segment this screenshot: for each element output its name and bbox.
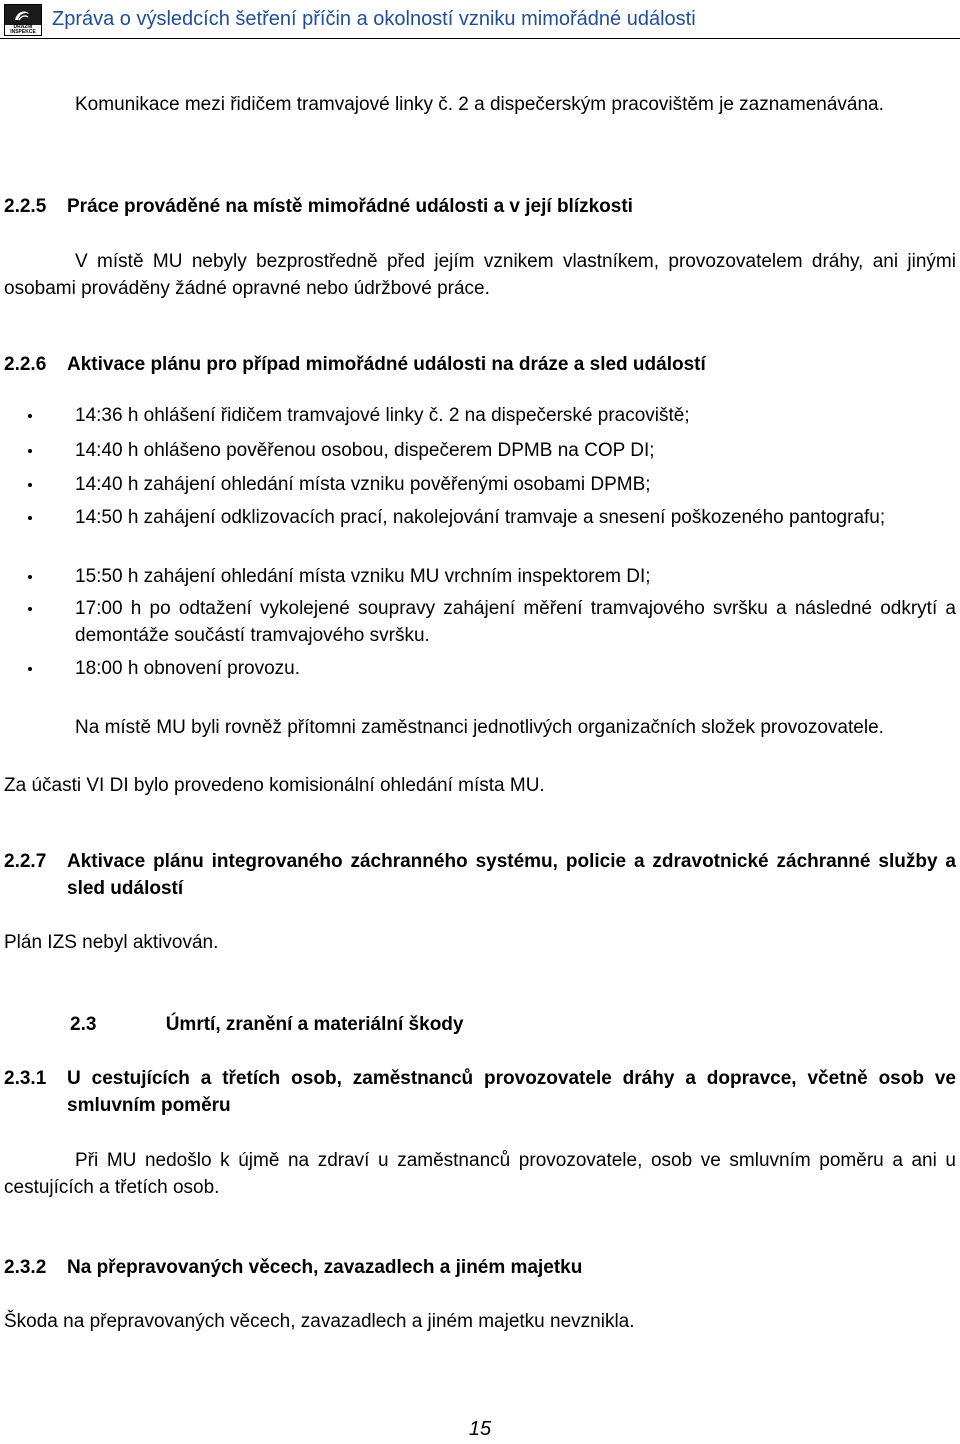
event-text: 15:50 h zahájení ohledání místa vzniku MU vrchním inspektorem DI; [75, 566, 651, 587]
paragraph-communication: Komunikace mezi řidičem tramvajové linky č. 2 a dispečerským pracovištěm je zaznamenávána. [75, 94, 884, 115]
section-2-2-5-heading [4, 193, 956, 220]
logo-swirl-icon [13, 8, 31, 22]
section-title: Na přepravovaných věcech, zavazadlech a jiném majetku [67, 1257, 583, 1278]
event-list-item [4, 437, 956, 464]
section-title: Aktivace plánu pro případ mimořádné události na dráze a sled událostí [67, 354, 706, 375]
paragraph-inspection: Za účasti VI DI bylo provedeno komisionální ohledání místa MU. [4, 775, 545, 796]
section-number: 2.2.7 [4, 851, 47, 872]
section-2-2-7-heading [4, 848, 956, 902]
paragraph-staff: Na místě MU byli rovněž přítomni zaměstnanci jednotlivých organizačních složek provozovatele. [75, 717, 884, 738]
document-title: Zpráva o výsledcích šetření příčin a okolností vzniku mimořádné události [52, 8, 696, 30]
bullet-icon [28, 449, 32, 453]
event-list-item [4, 655, 956, 682]
paragraph-injury: Při MU nedošlo k újmě na zdraví u zaměstnanců provozovatele, osob ve smluvním poměru a ani u cestujících a třetích osob. [4, 1150, 956, 1198]
section-number: 2.3 [70, 1014, 97, 1035]
drazni-inspekce-logo [4, 4, 42, 36]
page-number: 15 [468, 1418, 492, 1440]
section-number: 2.3.2 [4, 1257, 47, 1278]
event-text: 14:40 h zahájení ohledání místa vzniku pověřenými osobami DPMB; [75, 474, 651, 495]
bullet-icon [28, 667, 32, 671]
page-header [0, 0, 960, 42]
bullet-icon [28, 607, 32, 611]
section-2-3-heading [70, 1011, 950, 1038]
section-number: 2.3.1 [4, 1068, 47, 1089]
section-2-2-6-heading [4, 351, 956, 378]
header-divider [0, 38, 960, 39]
event-text: 14:40 h ohlášeno pověřenou osobou, dispečerem DPMB na COP DI; [75, 440, 655, 461]
paragraph-izs: Plán IZS nebyl aktivován. [4, 932, 219, 953]
logo-emblem [5, 5, 41, 25]
section-title: Práce prováděné na místě mimořádné události a v její blízkosti [67, 196, 633, 217]
section-title: Úmrtí, zranění a materiální škody [165, 1014, 464, 1035]
event-text: 14:50 h zahájení odklizovacích prací, nakolejování tramvaje a snesení poškozeného pantografu; [75, 507, 886, 528]
section-number: 2.2.6 [4, 354, 47, 375]
logo-text: DRÁŽNÍ INSPEKCE [10, 24, 36, 35]
bullet-icon [28, 516, 32, 520]
event-list-item [4, 402, 956, 429]
section-2-3-1-heading [4, 1065, 956, 1119]
section-title: Aktivace plánu integrovaného záchranného systému, policie a zdravotnické záchranné služby a sled událostí [67, 851, 956, 899]
bullet-icon [28, 575, 32, 579]
event-list-item [4, 563, 956, 590]
bullet-icon [28, 414, 32, 418]
event-text: 17:00 h po odtažení vykolejené soupravy zahájení měření tramvajového svršku a následné odkrytí a demontáže součástí tramvajového svršku. [75, 598, 956, 646]
event-list-item [4, 504, 956, 531]
event-text: 18:00 h obnovení provozu. [75, 658, 301, 679]
paragraph-damage: Škoda na přepravovaných věcech, zavazadlech a jiném majetku nevznikla. [4, 1311, 635, 1332]
event-text: 14:36 h ohlášení řidičem tramvajové linky č. 2 na dispečerské pracoviště; [75, 405, 690, 426]
event-list-item [4, 471, 956, 498]
bullet-icon [28, 483, 32, 487]
section-title: U cestujících a třetích osob, zaměstnanců provozovatele dráhy a dopravce, včetně osob ve smluvním poměru [67, 1068, 956, 1116]
paragraph-works: V místě MU nebyly bezprostředně před jejím vznikem vlastníkem, provozovatelem dráhy, ani jinými osobami prováděny žádné opravné nebo údržbové práce. [4, 251, 956, 299]
section-2-3-2-heading [4, 1254, 956, 1281]
section-number: 2.2.5 [4, 196, 47, 217]
event-list-item [4, 595, 956, 649]
